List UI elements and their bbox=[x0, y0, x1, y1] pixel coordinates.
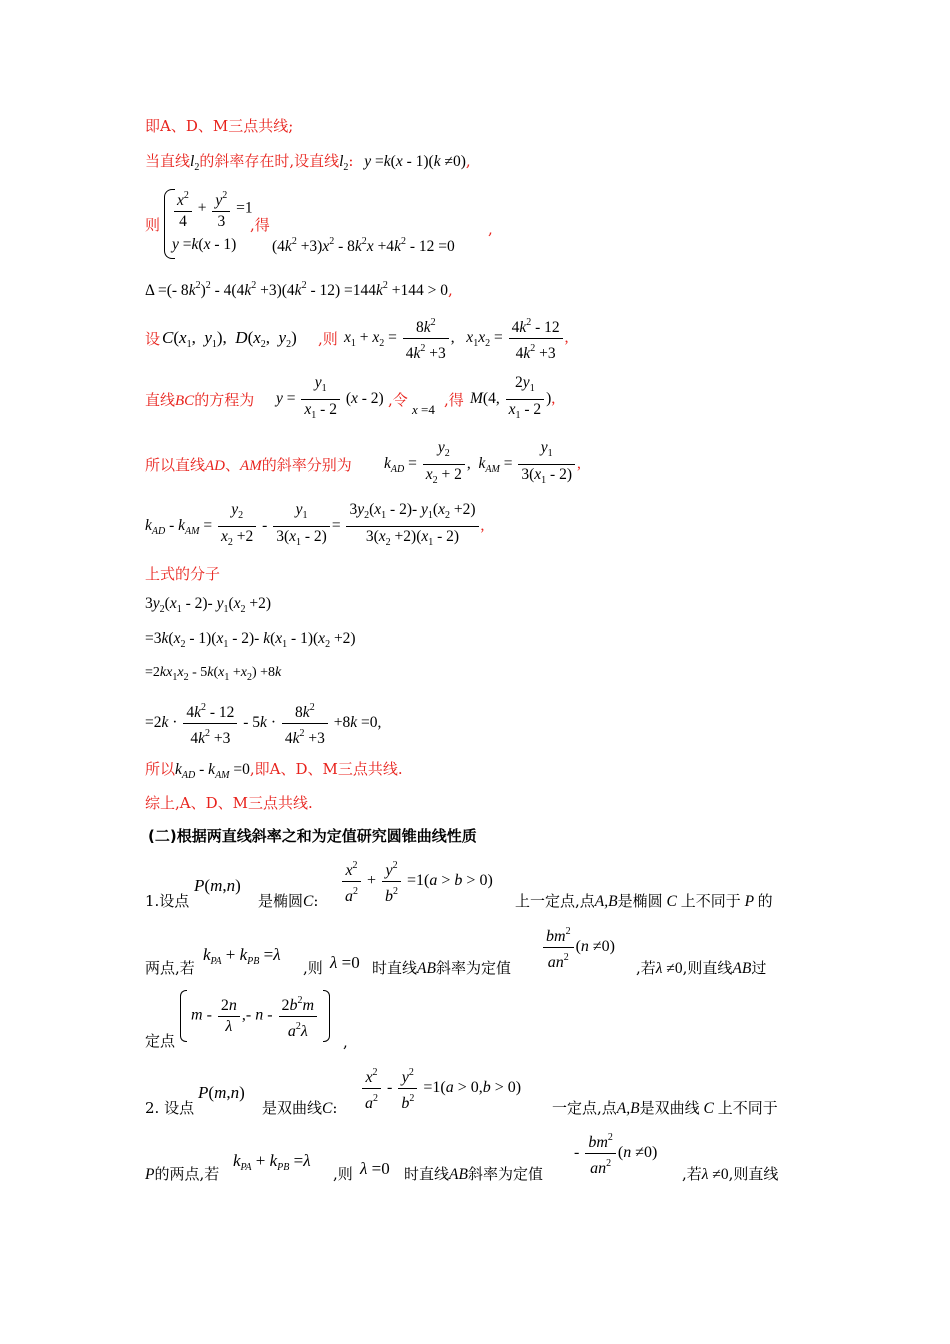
numerator-step-4: =2k · $\frac{4k^2 - 12}{4k^2 +3}$ - 5k · $\frac{8k^2}{4k^2 +3}$ +8k =0, bbox=[145, 698, 381, 749]
conclusion-line: 综上,A、D、M三点共线. bbox=[145, 794, 313, 812]
numerator-label: 上式的分子 bbox=[145, 565, 221, 583]
bc-equation: y = $\frac{y_1}{x_1 - 2}$ (x - 2) bbox=[276, 374, 384, 421]
prop2-then: ,则 bbox=[333, 1165, 353, 1183]
lambda-zero: λ =0 bbox=[330, 953, 360, 972]
point-p-mn-2: P(m,n) bbox=[198, 1083, 245, 1102]
point-p-mn: P(m,n) bbox=[194, 876, 241, 895]
lambda-zero-2: λ =0 bbox=[360, 1159, 390, 1178]
points-cd: $C(x_1$, $y_1$), $D(x_2$, $y_2$) bbox=[162, 328, 297, 350]
slope-sum: $k_{PA} + k_{PB} =\lambda$ bbox=[203, 945, 281, 967]
prop1-line1-tail: 上一定点,点A,B是椭圆 C 上不同于 P 的 bbox=[515, 892, 773, 910]
text-then-2: ,则 bbox=[318, 330, 338, 348]
slopes-label: 所以直线AD、AM的斜率分别为 bbox=[145, 456, 352, 474]
document-page: 即A、D、M三点共线; 当直线$l_2$的斜率存在时,设直线$l_2$: y =k(x - 1)(k ≠0), 则 $\frac{x^2}{4}$ + $\frac{y^2}{3}$ =1 ,得 y =k(x - 1) $(4k^2 +3)x^2 - 8k^2x +4k^2 - 12 =0$ , Δ =(- $8k^2)^2 - 4(4k^2 +3)(4k^2 - 12) =144k^2 +144 > 0$, 设 $C(x_1$, $y_1$), $D(x_2$, $y_2$) ,则 $x_1 + x_2$ = $\frac{8k^2}{4k^2 +3}$ , $x_1x_2$ = $\frac{4k^2 - 12}{4k^2 +3}$ , 直线BC的方程为 y = $\frac{y_1}{x_1 - 2}$ (x - 2) ,令 x =4 ,得 M(4, $\frac{2y_1}{x_1 - 2}$ ), 所以直线AD、AM的斜率分别为 $k_{AD}$ = $\frac{y_2}{x_2 + 2}$ , $k_{AM}$ = $\frac{y_1}{3(x_1 - 2)}$ , $k_{AD} - k_{AM}$ = $\frac{y_2}{x_2 +2}$ - $\frac{y_1}{3(x_1 - 2)}$ = $\frac{3y_2(x_1 - 2)- y_1(x_2 +2)}{3(x_2 +2)(x_1 - 2)}$ , 上式的分子 $3y_2(x_1 - 2)-$ $y_1(x_2 +2)$ $=3k(x_2 - 1)(x_1 - 2)-$ $k(x_1 - 1)(x_2 +2)$ $=2kx_1x_2 - 5k(x_1 +x_2) +8k$ =2k · $\frac{4k^2 - 12}{4k^2 +3}$ - 5k · $\frac{8k^2}{4k^2 +3}$ +8k =0, 所以$k_{AD} - k_{AM} =0$,即A、D、M三点共线. 综上,A、D、M三点共线. (二)根据两直线斜率之和为定值研究圆锥曲线性质 1.设点 P(m,n) 是椭圆C: $\frac{x^2}{a^2}$ + $\frac{y^2}{b^2}$ =1(a > b > 0) 上一定点,点A,B是椭圆 C 上不同于 P 的 两点,若 $k_{PA} + k_{PB} =\lambda$ ,则 λ =0 时直线AB斜率为定值 $\frac{bm^2}{an^2}$ (n ≠0) ,若λ ≠0,则直线AB过 定点 m - $\frac{2n}{\lambda}$ ,- n - $\frac{2b^2m}{a^2\lambda}$ , 2. 设点 P(m,n) 是双曲线C: $\frac{x^2}{a^2}$ - $\frac{y^2}{b^2}$ =1(a > 0,b > 0) 一定点,点A,B是双曲线 C 上不同于 P的两点,若 $k_{PA} + k_{PB} =\lambda$ ,则 λ =0 时直线AB斜率为定值 - $\frac{bm^2}{an^2}$ (n ≠0) ,若λ ≠0,则直线 bbox=[145, 117, 779, 1183]
prop1-line1: 1.设点 bbox=[145, 892, 190, 910]
text-obtain: ,得 bbox=[444, 391, 464, 409]
prop2-line2: P的两点,若 bbox=[145, 1165, 220, 1183]
numerator-step-1: $3y_2(x_1 - 2)-$ $y_1(x_2 +2)$ bbox=[145, 595, 272, 615]
discriminant-line: Δ =(- $8k^2)^2 - 4(4k^2 +3)(4k^2 - 12) =144k^2 +144 > 0$, bbox=[145, 280, 453, 299]
point-m: M(4, $\frac{2y_1}{x_1 - 2}$ ), bbox=[470, 374, 556, 421]
ellipse-equation: $\frac{x^2}{a^2}$ + $\frac{y^2}{b^2}$ =1(a > b > 0) bbox=[340, 856, 493, 907]
ellipse-slope-value: $\frac{bm^2}{an^2}$ (n ≠0) bbox=[541, 922, 615, 973]
prop1-then: ,则 bbox=[303, 959, 323, 977]
x-equals-4: x =4 bbox=[412, 402, 435, 417]
slopes-formulas: $k_{AD}$ = $\frac{y_2}{x_2 + 2}$ , $k_{AM}$ = $\frac{y_1}{3(x_1 - 2)}$ , bbox=[384, 439, 581, 486]
prop1-line2: 两点,若 bbox=[145, 959, 195, 977]
system-eq-1: $\frac{x^2}{4}$ + $\frac{y^2}{3}$ =1 bbox=[172, 186, 253, 232]
prop2-line2-tail: ,若λ ≠0,则直线 bbox=[682, 1165, 779, 1183]
line-collinear-1 bbox=[145, 116, 293, 136]
prop2-line1: 2. 设点 bbox=[145, 1099, 195, 1117]
prop2-line2-mid: 时直线AB斜率为定值 bbox=[404, 1165, 543, 1183]
so-line: 所以$k_{AD} - k_{AM} =0$,即A、D、M三点共线. bbox=[145, 760, 403, 781]
line-bc-label: 直线BC的方程为 bbox=[145, 391, 255, 409]
quadratic-eq: $(4k^2 +3)x^2 - 8k^2x +4k^2 - 12 =0$ bbox=[272, 236, 455, 255]
system-eq-2: y =k(x - 1) bbox=[172, 236, 237, 253]
text-dangzhixian: 当直线 bbox=[145, 152, 191, 170]
prop1-line2-mid: 时直线AB斜率为定值 bbox=[372, 959, 511, 977]
numerator-step-2: $=3k(x_2 - 1)(x_1 - 2)-$ $k(x_1 - 1)(x_2 +2)$ bbox=[145, 630, 356, 650]
text-let: ,令 bbox=[388, 391, 408, 409]
ellipse-fixed-point: m - $\frac{2n}{\lambda}$ ,- n - $\frac{2b^2m}{a^2\lambda}$ bbox=[180, 990, 330, 1042]
hyperbola-equation: $\frac{x^2}{a^2}$ - $\frac{y^2}{b^2}$ =1(a > 0,b > 0) bbox=[360, 1063, 521, 1114]
section-heading: (二)根据两直线斜率之和为定值研究圆锥曲线性质 bbox=[148, 827, 477, 845]
numerator-step-3: $=2kx_1x_2 - 5k(x_1 +x_2) +8k$ bbox=[145, 665, 282, 683]
prop2-line1-tail: 一定点,点A,B是双曲线 C 上不同于 bbox=[552, 1099, 778, 1117]
text-get: ,得 bbox=[250, 216, 270, 234]
slope-difference: $k_{AD} - k_{AM}$ = $\frac{y_2}{x_2 +2}$ - $\frac{y_1}{3(x_1 - 2)}$ = $\frac{3y_2(x_1 - 2)- y_1(x_2 +2)}{3(x_2 +2)(x_1 - 2)}$ , bbox=[145, 501, 485, 548]
prop1-fixed-point-label: 定点 bbox=[145, 1032, 176, 1050]
text-set: 设 bbox=[145, 330, 161, 348]
prop1-line2-tail: ,若λ ≠0,则直线AB过 bbox=[636, 959, 767, 977]
prop1-ellipse-c: 是椭圆C: bbox=[258, 892, 319, 910]
line-slope-exists: 当直线$l_2$的斜率存在时,设直线$l_2$: y =k(x - 1)(k ≠0), bbox=[145, 152, 471, 173]
prop2-hyperbola-c: 是双曲线C: bbox=[262, 1099, 338, 1117]
text-then: 则 bbox=[145, 216, 161, 234]
vieta-formulas: $x_1 + x_2$ = $\frac{8k^2}{4k^2 +3}$ , $x_1x_2$ = $\frac{4k^2 - 12}{4k^2 +3}$ , bbox=[344, 313, 569, 364]
collinear-text: 即A、D、M三点共线; bbox=[145, 117, 294, 135]
hyperbola-slope-value: - $\frac{bm^2}{an^2}$ (n ≠0) bbox=[574, 1128, 657, 1179]
text-slope-exists: 的斜率存在时,设直线 bbox=[199, 152, 340, 170]
slope-sum-2: $k_{PA} + k_{PB} =\lambda$ bbox=[233, 1151, 311, 1173]
